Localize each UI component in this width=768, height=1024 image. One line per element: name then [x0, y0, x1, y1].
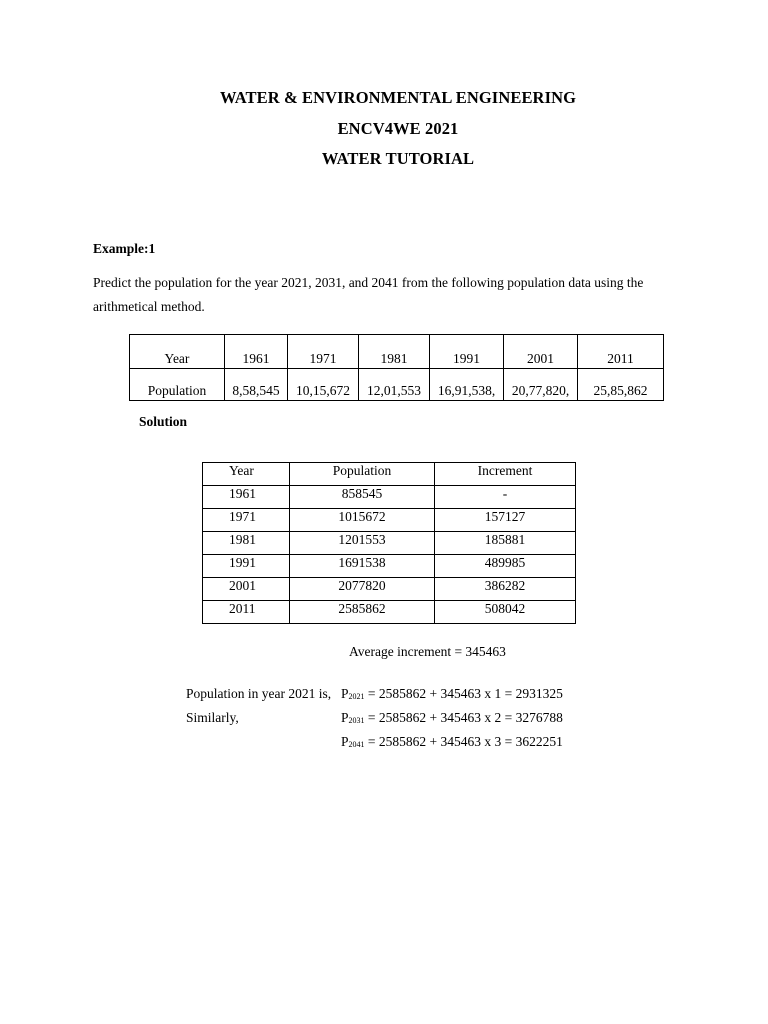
- population-symbol: P: [341, 686, 349, 701]
- equation-rhs: = 2585862 + 345463 x 2 = 3276788: [364, 710, 563, 725]
- table-cell: 10,15,672: [288, 369, 359, 401]
- table-cell: 2001: [203, 578, 290, 601]
- table-cell: 2001: [504, 335, 578, 369]
- table-cell: 1691538: [290, 555, 435, 578]
- table-row: [203, 486, 576, 509]
- population-data-table: [129, 334, 664, 401]
- course-code-title: ENCV4WE 2021: [337, 119, 459, 138]
- table-cell: 1981: [359, 335, 430, 369]
- calc-2031-equation: [341, 710, 563, 726]
- table-cell: 16,91,538,: [430, 369, 504, 401]
- table-cell: 1971: [203, 509, 290, 532]
- table-cell: 8,58,545: [225, 369, 288, 401]
- table-cell: 489985: [435, 555, 576, 578]
- year-row: [130, 335, 664, 369]
- table-cell: 185881: [435, 532, 576, 555]
- table-cell: 1981: [203, 532, 290, 555]
- table-cell: 1961: [203, 486, 290, 509]
- table-cell: 12,01,553: [359, 369, 430, 401]
- table-cell: 1991: [430, 335, 504, 369]
- calc-2041-equation: [341, 734, 563, 750]
- table-cell: 1201553: [290, 532, 435, 555]
- table-cell: 25,85,862: [578, 369, 664, 401]
- average-increment: Average increment = 345463: [349, 644, 506, 659]
- table-cell: 20,77,820,: [504, 369, 578, 401]
- tutorial-title: WATER TUTORIAL: [321, 149, 475, 168]
- calc-2021-label: Population in year 2021 is,: [186, 686, 332, 701]
- table-row: [203, 578, 576, 601]
- solution-table: [202, 462, 576, 624]
- table-cell: 1991: [203, 555, 290, 578]
- table-cell: 2585862: [290, 601, 435, 624]
- table-header-row: [203, 463, 576, 486]
- table-cell: 1961: [225, 335, 288, 369]
- problem-statement: Predict the population for the year 2021, 2031, and 2041 from the following population data using the arithmetical method.: [93, 275, 644, 314]
- column-header-year: Year: [203, 463, 290, 486]
- calc-2021-equation: [341, 686, 563, 702]
- table-row: [203, 532, 576, 555]
- table-cell: 508042: [435, 601, 576, 624]
- table-cell: 2011: [578, 335, 664, 369]
- table-cell: 386282: [435, 578, 576, 601]
- population-symbol: P: [341, 734, 349, 749]
- table-cell: Year: [130, 335, 225, 369]
- table-row: [203, 509, 576, 532]
- table-cell: 2011: [203, 601, 290, 624]
- year-subscript: 2021: [348, 692, 365, 701]
- equation-rhs: = 2585862 + 345463 x 3 = 3622251: [364, 734, 563, 749]
- table-cell: 1015672: [290, 509, 435, 532]
- table-cell: -: [435, 486, 576, 509]
- population-symbol: P: [341, 710, 349, 725]
- calc-2031-label: Similarly,: [186, 710, 239, 725]
- table-row: [203, 555, 576, 578]
- table-cell: Population: [130, 369, 225, 401]
- population-row: [130, 369, 664, 401]
- table-row: [203, 601, 576, 624]
- year-subscript: 2041: [348, 740, 365, 749]
- table-cell: 157127: [435, 509, 576, 532]
- solution-heading: Solution: [139, 414, 188, 429]
- column-header-population: Population: [290, 463, 435, 486]
- course-department-title: WATER & ENVIRONMENTAL ENGINEERING: [219, 88, 577, 107]
- table-cell: 1971: [288, 335, 359, 369]
- column-header-increment: Increment: [435, 463, 576, 486]
- equation-rhs: = 2585862 + 345463 x 1 = 2931325: [364, 686, 563, 701]
- example-heading: Example:1: [93, 241, 156, 256]
- table-cell: 2077820: [290, 578, 435, 601]
- table-cell: 858545: [290, 486, 435, 509]
- year-subscript: 2031: [348, 716, 365, 725]
